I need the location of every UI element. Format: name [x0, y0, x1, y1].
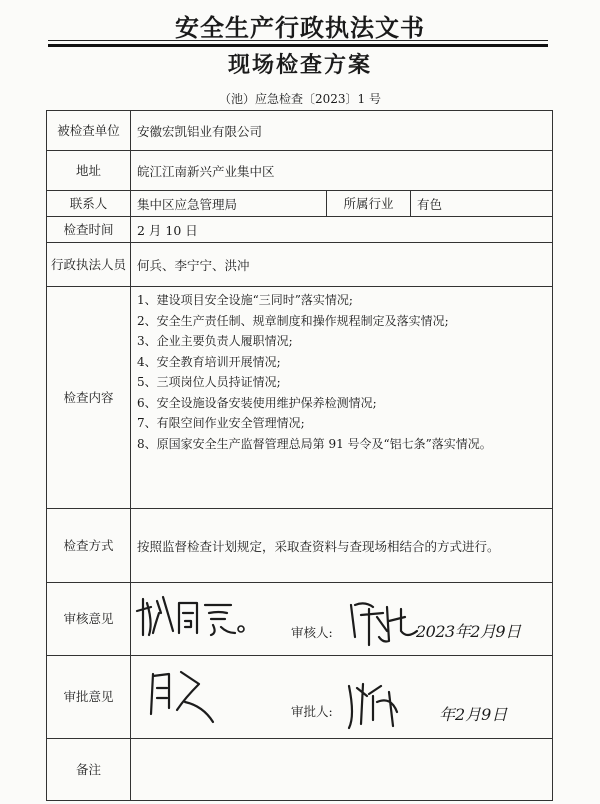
label-review-opinion: 审核意见 [47, 583, 131, 656]
row-inspection-time [47, 217, 553, 243]
reviewer-label: 审核人: [291, 625, 333, 640]
value-address: 皖江江南新兴产业集中区 [131, 151, 553, 191]
value-enforcement-staff: 何兵、李宁宁、洪冲 [131, 243, 553, 287]
inspection-item: 8、原国家安全生产监督管理总局第 91 号令及“铝七条”落实情况。 [137, 436, 492, 451]
row-inspection-method [47, 509, 553, 583]
inspection-item: 5、三项岗位人员持证情况; [137, 375, 281, 389]
row-approval-opinion [47, 656, 553, 739]
label-inspection-content: 检查内容 [47, 287, 131, 509]
value-inspection-content [131, 287, 553, 509]
review-date: 2023年2月9日 [416, 622, 521, 641]
label-inspection-time: 检查时间 [47, 217, 131, 243]
header-rule-thick [48, 44, 548, 47]
value-inspection-time: 2 月 10 日 [131, 217, 553, 243]
value-approval-opinion [131, 656, 553, 739]
document-header-title: 安全生产行政执法文书 [175, 14, 425, 42]
label-inspection-method: 检查方式 [47, 509, 131, 583]
inspection-item: 4、安全教育培训开展情况; [137, 354, 281, 369]
row-inspected-unit [47, 111, 553, 151]
label-inspected-unit: 被检查单位 [47, 111, 131, 151]
approval-signature-area [131, 656, 552, 738]
row-inspection-content [47, 287, 553, 509]
inspection-item: 3、企业主要负责人履职情况; [137, 334, 293, 348]
row-enforcement-staff [47, 243, 553, 287]
value-inspection-method: 按照监督检查计划规定，采取查资料与查现场相结合的方式进行。 [131, 509, 553, 583]
value-inspected-unit: 安徽宏凯铝业有限公司 [131, 111, 553, 151]
row-review-opinion [47, 583, 553, 656]
label-enforcement-staff: 行政执法人员 [47, 243, 131, 287]
label-address: 地址 [47, 151, 131, 191]
label-approval-opinion: 审批意见 [47, 656, 131, 739]
inspection-plan-table [46, 110, 553, 801]
inspection-items-list [137, 287, 546, 454]
value-industry: 有色 [411, 191, 553, 217]
header-rule-thin [48, 40, 548, 41]
document-number: （池）应急检查〔2023〕1 号 [219, 92, 381, 106]
approval-opinion-handwriting [141, 658, 241, 738]
label-industry: 所属行业 [327, 191, 411, 217]
value-contact: 集中区应急管理局 [131, 191, 327, 217]
value-review-opinion [131, 583, 553, 656]
row-address [47, 151, 553, 191]
label-contact: 联系人 [47, 191, 131, 217]
inspection-item: 2、安全生产责任制、规章制度和操作规程制定及落实情况; [137, 313, 449, 328]
inspection-item: 1、建设项目安全设施“三同时”落实情况; [137, 293, 353, 307]
label-remarks: 备注 [47, 739, 131, 801]
review-signature-area [131, 583, 552, 655]
inspection-item: 7、有限空间作业安全管理情况; [137, 416, 305, 430]
row-contact [47, 191, 553, 217]
approver-signature [341, 666, 421, 732]
inspection-item: 6、安全设施设备安装使用维护保养检测情况; [137, 395, 377, 410]
row-remarks [47, 739, 553, 801]
value-remarks [131, 739, 553, 801]
approval-date: 年2月9日 [439, 705, 508, 724]
approver-label: 审批人: [291, 704, 333, 719]
document-subtitle: 现场检查方案 [227, 53, 372, 78]
